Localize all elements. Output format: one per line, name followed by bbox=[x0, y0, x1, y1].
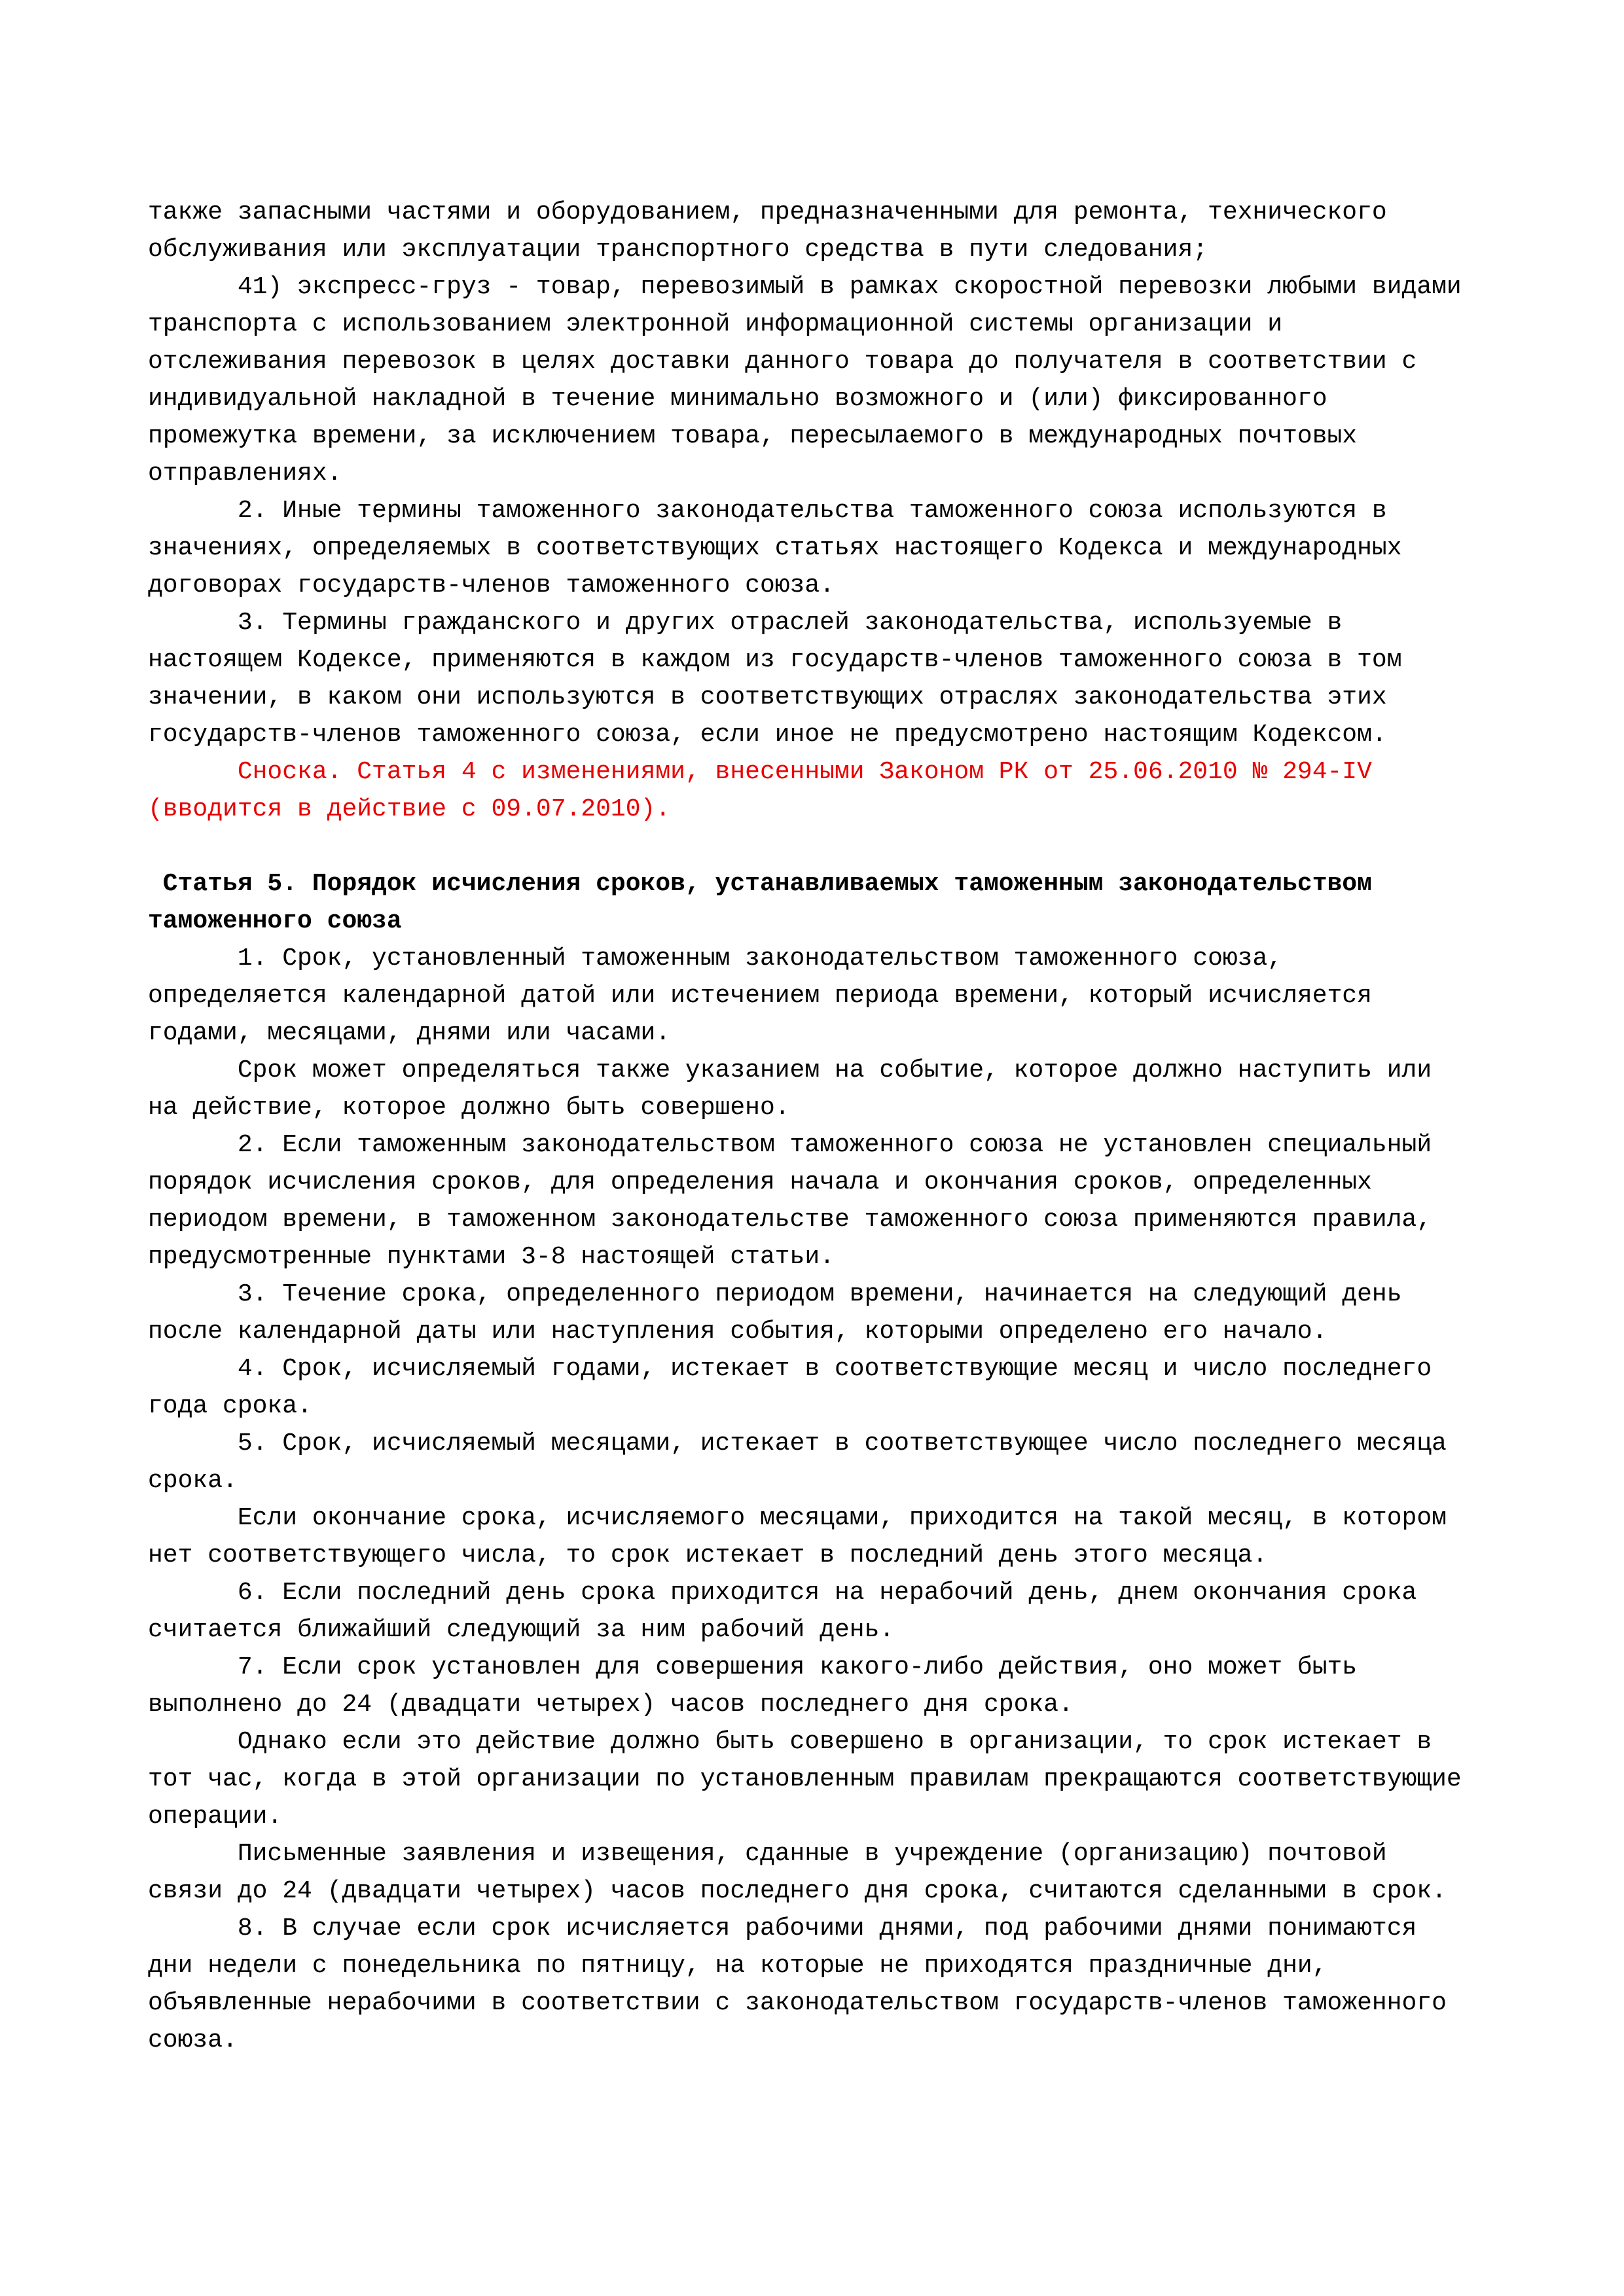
text-line: 4. Срок, исчисляемый годами, истекает в соответствующие месяц и число последнего bbox=[148, 1355, 1432, 1383]
text-line: года срока. bbox=[148, 1392, 312, 1420]
text-line: порядок исчисления сроков, для определения начала и окончания сроков, определенных bbox=[148, 1168, 1372, 1196]
text-line: после календарной даты или наступления события, которыми определено его начало. bbox=[148, 1318, 1327, 1346]
text-line: 41) экспресс-груз - товар, перевозимый в рамках скоростной перевозки любыми видами bbox=[148, 273, 1462, 301]
text-line: 3. Течение срока, определенного периодом времени, начинается на следующий день bbox=[148, 1280, 1402, 1308]
article-heading-line: Статья 5. Порядок исчисления сроков, устанавливаемых таможенным законодательством bbox=[148, 870, 1372, 898]
text-line: предусмотренные пунктами 3-8 настоящей статьи. bbox=[148, 1243, 835, 1271]
text-line: также запасными частями и оборудованием, предназначенными для ремонта, технического bbox=[148, 198, 1387, 226]
text-line: 7. Если срок установлен для совершения какого-либо действия, оно может быть bbox=[148, 1653, 1358, 1681]
text-line: договорах государств-членов таможенного союза. bbox=[148, 571, 835, 600]
text-line: срока. bbox=[148, 1467, 238, 1495]
text-line: 3. Термины гражданского и других отраслей законодательства, используемые в bbox=[148, 609, 1343, 637]
text-line: тот час, когда в этой организации по установленным правилам прекращаются соответствующие bbox=[148, 1765, 1462, 1793]
text-line: 2. Иные термины таможенного законодательства таможенного союза используются в bbox=[148, 497, 1387, 525]
text-line: транспорта с использованием электронной информационной системы организации и bbox=[148, 310, 1283, 338]
text-line: индивидуальной накладной в течение минимально возможного и (или) фиксированного bbox=[148, 385, 1327, 413]
text-line: объявленные нерабочими в соответствии с законодательством государств-членов таможенного bbox=[148, 1989, 1447, 2017]
blank-line bbox=[148, 828, 1565, 865]
footnote-line: (вводится в действие с 09.07.2010). bbox=[148, 795, 671, 823]
text-line: отправлениях. bbox=[148, 459, 342, 488]
footnote-line: Сноска. Статья 4 с изменениями, внесенными Законом РК от 25.06.2010 № 294-IV bbox=[148, 758, 1372, 786]
text-line: выполнено до 24 (двадцати четырех) часов последнего дня срока. bbox=[148, 1691, 1074, 1719]
text-line: связи до 24 (двадцати четырех) часов последнего дня срока, считаются сделанными в срок. bbox=[148, 1877, 1447, 1905]
document-body bbox=[148, 194, 1565, 2059]
text-line: нет соответствующего числа, то срок истекает в последний день этого месяца. bbox=[148, 1541, 1268, 1570]
text-line: периодом времени, в таможенном законодательстве таможенного союза применяются правила, bbox=[148, 1206, 1432, 1234]
text-line: 5. Срок, исчисляемый месяцами, истекает в соответствующее число последнего месяца bbox=[148, 1429, 1447, 1458]
text-line: Срок может определяться также указанием на событие, которое должно наступить или bbox=[148, 1056, 1432, 1085]
text-line: считается ближайший следующий за ним рабочий день. bbox=[148, 1616, 895, 1644]
text-line: годами, месяцами, днями или часами. bbox=[148, 1019, 671, 1047]
text-line: операции. bbox=[148, 1803, 283, 1831]
text-line: Однако если это действие должно быть совершено в организации, то срок истекает в bbox=[148, 1728, 1432, 1756]
text-line: Если окончание срока, исчисляемого месяцами, приходится на такой месяц, в котором bbox=[148, 1504, 1447, 1532]
text-line: 8. В случае если срок исчисляется рабочими днями, под рабочими днями понимаются bbox=[148, 1914, 1417, 1943]
text-line: союза. bbox=[148, 2026, 238, 2054]
text-line: государств-членов таможенного союза, если иное не предусмотрено настоящим Кодексом. bbox=[148, 721, 1387, 749]
text-line: отслеживания перевозок в целях доставки данного товара до получателя в соответствии с bbox=[148, 348, 1417, 376]
text-line: настоящем Кодексе, применяются в каждом из государств-членов таможенного союза в том bbox=[148, 646, 1402, 674]
text-line: на действие, которое должно быть совершено. bbox=[148, 1094, 790, 1122]
text-line: 1. Срок, установленный таможенным законодательством таможенного союза, bbox=[148, 944, 1283, 973]
text-line: 2. Если таможенным законодательством таможенного союза не установлен специальный bbox=[148, 1131, 1432, 1159]
text-line: обслуживания или эксплуатации транспортного средства в пути следования; bbox=[148, 236, 1208, 264]
text-line: дни недели с понедельника по пятницу, на которые не приходятся праздничные дни, bbox=[148, 1952, 1327, 1980]
text-line: промежутка времени, за исключением товара, пересылаемого в международных почтовых bbox=[148, 422, 1358, 450]
text-line: значениях, определяемых в соответствующих статьях настоящего Кодекса и международных bbox=[148, 534, 1402, 562]
text-line: определяется календарной датой или истечением периода времени, который исчисляется bbox=[148, 982, 1372, 1010]
text-line: Письменные заявления и извещения, сданные в учреждение (организацию) почтовой bbox=[148, 1840, 1387, 1868]
text-line: значении, в каком они используются в соответствующих отраслях законодательства этих bbox=[148, 683, 1387, 711]
text-line: 6. Если последний день срока приходится на нерабочий день, днем окончания срока bbox=[148, 1579, 1417, 1607]
article-heading-line: таможенного союза bbox=[148, 907, 402, 935]
